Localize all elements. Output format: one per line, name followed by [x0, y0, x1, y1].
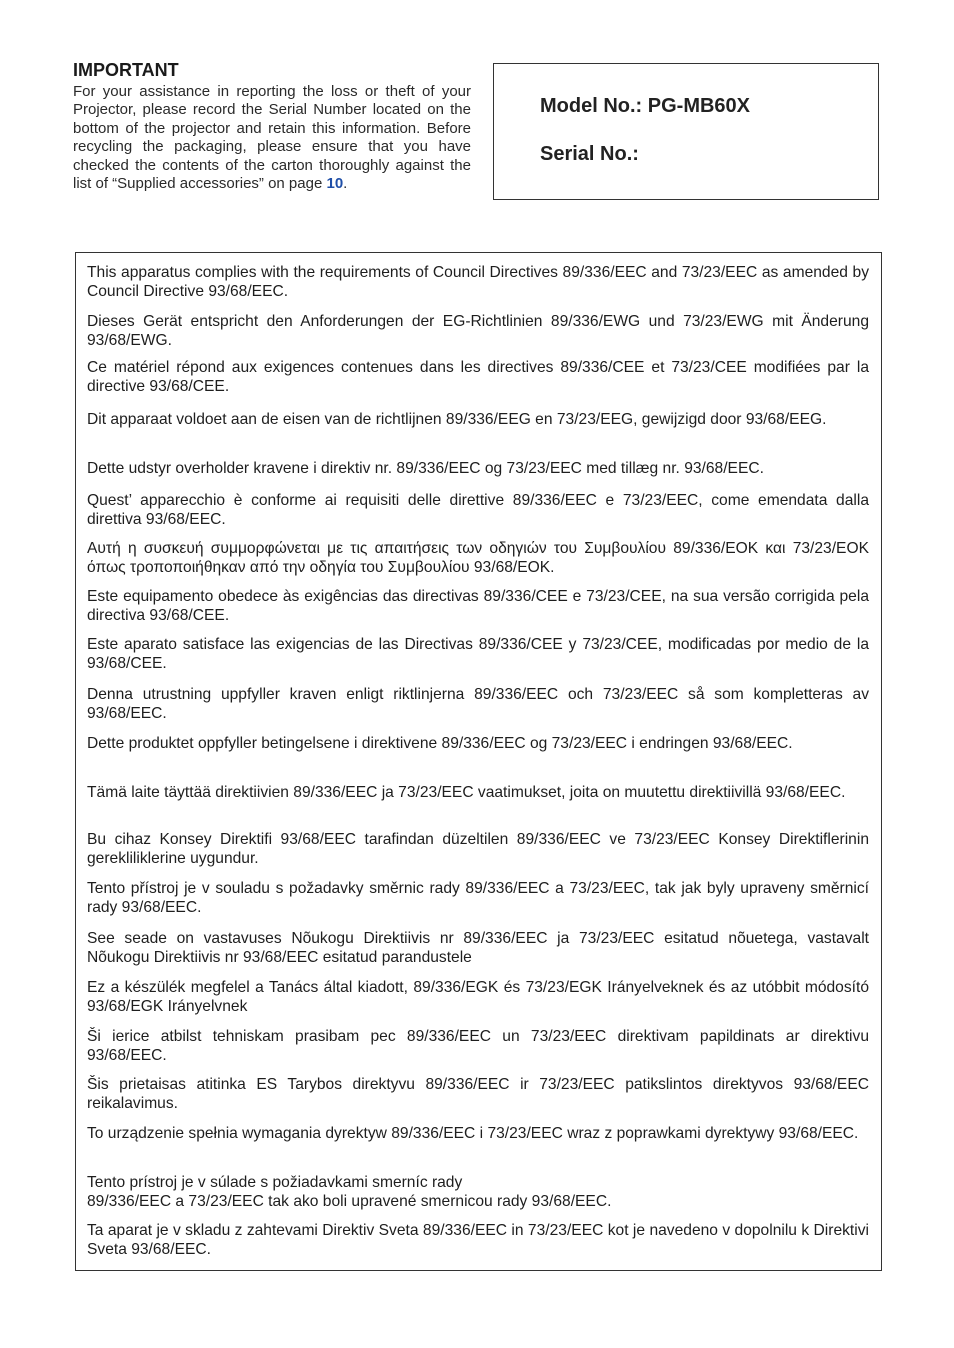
statement-turkish: Bu cihaz Konsey Direktifi 93/68/EEC tarafindan düzeltilen 89/336/EEC ve 73/23/EEC Konsey Direktiflerinin gerekliliklerine uygundur.: [87, 831, 869, 867]
statement-polish: To urządzenie spełnia wymagania dyrektyw 89/336/EEC i 73/23/EEC wraz z poprawkami dyrektywy 93/68/EEC.: [87, 1125, 859, 1142]
statement-english: This apparatus complies with the requirements of Council Directives 89/336/EEC and 73/23/EEC as amended by Council Directive 93/68/EEC.: [87, 264, 869, 300]
statement-french: Ce matériel répond aux exigences contenues dans les directives 89/336/CEE et 73/23/CEE modifiées par la directive 93/68/CEE.: [87, 359, 869, 395]
statement-portuguese: Este equipamento obedece às exigências das directivas 89/336/CEE e 73/23/CEE, na sua versão corrigida pela directiva 93/68/CEE.: [87, 588, 869, 624]
model-number: Model No.: PG-MB60X: [540, 95, 751, 117]
important-notice: [73, 60, 471, 193]
page-reference-link[interactable]: 10: [326, 175, 344, 193]
statement-spanish: Este aparato satisface las exigencias de las Directivas 89/336/CEE y 73/23/CEE, modificadas por medio de la 93/68/CEE.: [87, 636, 869, 672]
statement-norwegian: Dette produktet oppfyller betingelsene i direktivene 89/336/EEC og 73/23/EEC i endringen 93/68/EEC.: [87, 735, 793, 752]
statement-dutch: Dit apparaat voldoet aan de eisen van de richtlijnen 89/336/EEG en 73/23/EEG, gewijzigd door 93/68/EEG.: [87, 411, 827, 428]
model-serial-box: [493, 63, 879, 200]
important-heading: IMPORTANT: [73, 60, 179, 80]
statement-latvian: Ši ierice atbilst tehniskam prasibam pec 89/336/EEC un 73/23/EEC direktivam papildinats ar direktivu 93/68/EEC.: [87, 1028, 869, 1064]
statement-swedish: Denna utrustning uppfyller kraven enligt riktlinjerna 89/336/EEC och 73/23/EEC så som kompletteras av 93/68/EEC.: [87, 686, 869, 722]
statement-lithuanian: Šis prietaisas atitinka ES Tarybos direktyvu 89/336/EEC ir 73/23/EEC patikslintos direktyvos 93/68/EEC reikalavimus.: [87, 1076, 869, 1112]
statement-hungarian: Ez a készülék megfelel a Tanács által kiadott, 89/336/EGK és 73/23/EGK Irányelveknek és az utóbbit módosító 93/68/EGK Irányelvnek: [87, 979, 869, 1015]
statement-finnish: Tämä laite täyttää direktiivien 89/336/EEC ja 73/23/EEC vaatimukset, joita on muutettu direktiivillä 93/68/EEC.: [87, 784, 846, 801]
compliance-statements-box: [75, 252, 882, 1271]
statement-estonian: See seade on vastavuses Nõukogu Direktiivis nr 89/336/EEC ja 73/23/EEC esitatud nõuetega, vastavalt Nõukogu Direktiivis nr 93/68/EEC esitatud parandustele: [87, 930, 869, 966]
statement-slovak: Tento prístroj je v súlade s požiadavkami smerníc rady 89/336/EEC a 73/23/EEC tak ako boli upravené smernicou rady 93/68/EEC.: [87, 1174, 612, 1210]
statement-danish: Dette udstyr overholder kravene i direktiv nr. 89/336/EEC og 73/23/EEC med tillæg nr. 93/68/EEC.: [87, 460, 764, 477]
statement-czech: Tento přístroj je v souladu s požadavky směrnic rady 89/336/EEC a 73/23/EEC, tak jak byly upraveny směrnicí rady 93/68/EEC.: [87, 880, 869, 916]
important-body: For your assistance in reporting the loss or theft of your Projector, please record the Serial Number located on the bottom of the projector and retain this information. Before recycling the packaging, please ensure that you have checked the contents of the carton thoroughly against the list of “Supplied accessories” on page: [73, 83, 471, 193]
important-text: [73, 83, 471, 193]
serial-number: Serial No.:: [540, 143, 639, 165]
statement-italian: Quest’ apparecchio è conforme ai requisiti delle direttive 89/336/EEC e 73/23/EEC, come emendata dalla direttiva 93/68/EEC.: [87, 492, 869, 528]
important-end: .: [343, 175, 348, 193]
statement-greek: Αυτή η συσκευή συμμορφώνεται με τις απαιτήσεις των οδηγιών του Συμβουλίου 89/336/ΕΟΚ και 73/23/ΕΟΚ όπως τροποποιήθηκαν από την οδηγία του Συμβουλίου 93/68/ΕΟΚ.: [87, 540, 869, 576]
statement-slovenian: Ta aparat je v skladu z zahtevami Direktiv Sveta 89/336/EEC in 73/23/EEC kot je navedeno v dopolnilu k Direktivi Sveta 93/68/EEC.: [87, 1222, 869, 1258]
statement-german: Dieses Gerät entspricht den Anforderungen der EG-Richtlinien 89/336/EWG und 73/23/EWG mit Änderung 93/68/EWG.: [87, 313, 869, 349]
